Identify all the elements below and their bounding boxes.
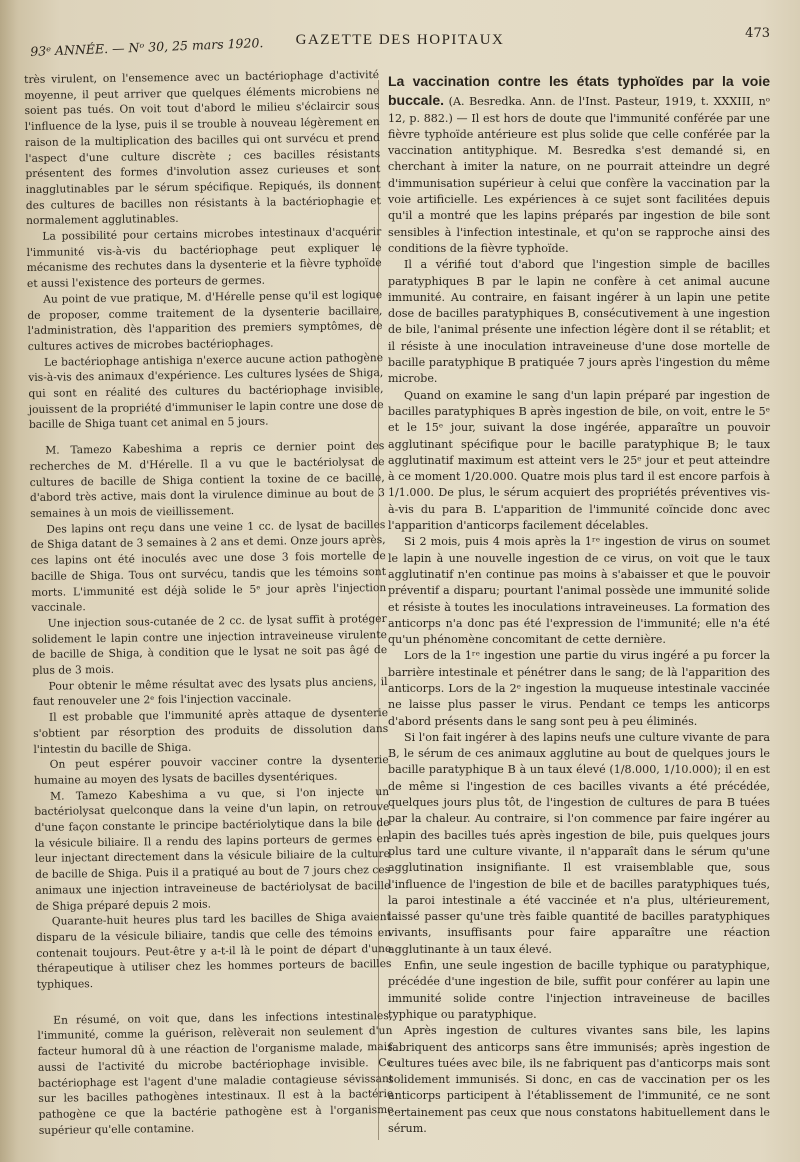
left-paragraph: Une injection sous-cutanée de 2 cc. de lysat suffit à protéger solidement le lapin contre une injection intraveineuse virulente de bacille de Shiga, à condition que le lysat ne soit pas âgé de plus de 3 mois. (31, 611, 388, 677)
issue-line: 93ᵉ ANNÉE. — Nᵒ 30, 25 mars 1920. (30, 35, 264, 59)
right-column (388, 72, 770, 1137)
right-paragraph: Quand on examine le sang d'un lapin préparé par ingestion de bacilles paratyphiques B après ingestion de bile, on voit, entre le 5ᵉ et le 15ᵉ jour, suivant la dose ingérée, apparaître un pouvoir agglutinant spécifique pour le bacille paratyphique B; le taux agglutinatif maximum est atteint vers le 25ᵉ jour et peut atteindre à ce moment 1/20.000. Quatre mois plus tard il est encore parfois à 1/1.000. De plus, le sérum acquiert des propriétés préventives vis-à-vis du para B. L'apparition de l'immunité coïncide donc avec l'apparition d'anticorps facilement décelables. (388, 388, 770, 533)
newspaper-title: GAZETTE DES HOPITAUX (295, 32, 505, 48)
left-paragraph: Pour obtenir le même résultat avec des lysats plus anciens, il faut renouveler une 2ᵉ fois l'injection vaccinale. (32, 674, 388, 709)
right-paragraph: Enfin, une seule ingestion de bacille typhique ou paratyphique, précédée d'une ingestion de bile, suffit pour conférer au lapin une immunité solide contre l'injection intraveineuse de bacilles typhique ou paratyphique. (388, 959, 770, 1021)
right-paragraph: Lors de la 1ʳᵉ ingestion une partie du virus ingéré a pu forcer la barrière intestinale et pénétrer dans le sang; de là l'apparition des anticorps. Lors de la 2ᵉ ingestion la muqueuse intestinale vaccinée ne laisse plus passer le virus. Pendant ce temps les anticorps d'abord présents dans le sang sont peu à peu éliminés. (388, 649, 770, 728)
left-paragraph: très virulent, on l'ensemence avec un bactériophage d'activité moyenne, il peut arriver que quelques éléments microbiens ne soient pas tués. On voit tout d'abord le milieu s'éclaircir sous l'influence de la lyse, puis il se trouble à nouveau légèrement en raison de la multiplication des bacilles qui ont survécu et prend l'aspect d'une culture discrète ; ces bacilles résistants présentent des formes d'involution assez curieuses et sont inagglutinables par le sérum spécifique. Repiqués, ils donnent des cultures de bacilles non résistants à la bactériophagie et normalement agglutinables. (24, 68, 381, 228)
left-paragraph: Quarante-huit heures plus tard les bacilles de Shiga avaient disparu de la vésicule biliaire, tandis que celle des témoins en contenait toujours. Peut-être y a-t-il là le point de départ d'une thérapeutique à utiliser chez les hommes porteurs de bacilles typhiques. (35, 910, 392, 991)
left-paragraph: Le bactériophage antishiga n'exerce aucune action pathogène vis-à-vis des animaux d'expérience. Les cultures lysées de Shiga, qui sont en réalité des cultures du bactériophage invisible, jouissent de la propriété d'immuniser le lapin contre une dose de bacille de Shiga tuant cet animal en 5 jours. (28, 350, 384, 432)
right-paragraph: Si 2 mois, puis 4 mois après la 1ʳᵉ ingestion de virus on soumet le lapin à une nouvelle ingestion de ce virus, on voit que le taux agglutinatif n'en continue pas moins à s'abaisser et que le pouvoir préventif a disparu; pourtant l'animal possède une immunité solide et résiste à toutes les inoculations intraveineuses. La formation des anticorps n'a donc pas été l'expression de l'immunité; elle n'a été qu'un phénomène concomitant de cette dernière. (388, 535, 770, 647)
left-paragraph: M. Tamezo Kabeshima a vu que, si l'on injecte un bactériolysat quelconque dans la veine d'un lapin, on retrouve d'une façon constante le principe bactériolytique dans la bile de la vésicule biliaire. Il a rendu des lapins porteurs de germes en leur injectant directement dans la vésicule biliaire de la culture de bacille de Shiga. Puis il a pratiqué au bout de 7 jours chez ces animaux une injection intraveineuse de bactériolysat de bacille de Shiga préparé depuis 2 mois. (34, 784, 391, 913)
left-paragraph: M. Tamezo Kabeshima a repris ce dernier point des recherches de M. d'Hérelle. Il a vu que le bactériolysat de cultures de bacille de Shiga contient la toxine de ce bacille, d'abord très active, mais dont la virulence diminue au bout de 3 semaines à un mois de vieillissement. (29, 439, 386, 520)
right-paragraph: Il a vérifié tout d'abord que l'ingestion simple de bacilles paratyphiques B par le lapin ne confère à cet animal aucune immunité. Au contraire, en faisant ingérer à un lapin une petite dose de bacilles paratyphiques B, consécutivement à une ingestion de bile, l'animal présente une infection légère dont il se rétablit; et il résiste à une inoculation intraveineuse d'une dose mortelle de bacille paratyphique B pratiquée 7 jours après l'ingestion du même microbe. (388, 258, 770, 386)
left-column (24, 67, 394, 1138)
left-paragraph: En résumé, on voit que, dans les infections intestinales, l'immunité, comme la guérison, relèverait non seulement d'un facteur humoral dû à une réaction de l'organisme malade, mais aussi de l'activité du microbe bactériophage invisible. Ce bactériophage est l'agent d'une maladie contagieuse sévissant sur les bacilles pathogènes intestinaux. Il est à la bactérie pathogène ce que la bactérie pathogène est à l'organisme supérieur qu'elle contamine. (37, 1008, 394, 1137)
article-title: La vaccination contre les états typhoïdes par la voie buccale. (388, 73, 770, 109)
right-paragraph: Après ingestion de cultures vivantes sans bile, les lapins fabriquent des anticorps sans être immunisés; après ingestion de cultures tuées avec bile, ils ne fabriquent pas d'anticorps mais sont solidement immunisés. Si donc, en cas de vaccination per os les anticorps participent à l'établissement de l'immunité, ce ne sont certainement pas ceux que nous constatons habituellement dans le sérum. (388, 1024, 770, 1135)
right-paragraph: — Il est hors de doute que l'immunité conférée par une fièvre typhoïde antérieure est plus solide que celle conférée par la vaccination antityphique. M. Besredka s'est demandé si, en cherchant à imiter la nature, on ne pourrait atteindre un degré d'immunisation supérieur à celui que confère la vaccination par la voie artificielle. Les expériences à ce sujet sont facilitées depuis qu'il a montré que les lapins préparés par ingestion de bile sont sensibles à l'infection intestinale, et qu'on se rapproche ainsi des conditions de la fièvre typhoïde. (388, 111, 770, 255)
left-paragraph: Au point de vue pratique, M. d'Hérelle pense qu'il est logique de proposer, comme traitement de la dysenterie bacillaire, l'administration, dès l'apparition des premiers symptômes, de cultures actives de microbes bactériophages. (27, 287, 383, 353)
left-paragraph: On peut espérer pouvoir vacciner contre la dysenterie humaine au moyen des lysats de bacilles dysentériques. (33, 753, 389, 787)
page-header (30, 22, 770, 70)
article-citation: (A. Besredka. Ann. de l'Inst. Pasteur, 1919, t. XXXIII, nᵒ 12, p. 882.) (388, 95, 770, 125)
page-number: 473 (745, 26, 770, 41)
left-paragraph: Il est probable que l'immunité après attaque de dysenterie s'obtient par résorption des produits de dissolution dans l'intestin du bacille de Shiga. (33, 706, 389, 756)
left-paragraph: La possibilité pour certains microbes intestinaux d'acquérir l'immunité vis-à-vis du bactériophage peut expliquer le mécanisme des rechutes dans la dysenterie et la fièvre typhoïde et aussi l'existence des porteurs de germes. (26, 225, 382, 291)
right-paragraph: Si l'on fait ingérer à des lapins neufs une culture vivante de para B, le sérum de ces animaux agglutine au bout de quelques jours le bacille paratyphique B à un taux élevé (1/8.000, 1/10.000); il en est de même si l'ingestion de ces bacilles vivants a été précédée, quelques jours plus tôt, de l'ingestion de cultures de para B tuées par la chaleur. Au contraire, si l'on commence par faire ingérer au lapin des bacilles tués après ingestion de bile, puis quelques jours plus tard une culture vivante, il n'apparaît dans le sérum qu'une agglutination insignifiante. Il est vraisemblable que, sous l'influence de l'ingestion de bile et de bacilles paratyphiques tués, la paroi intestinale a été vaccinée et n'a plus, ultérieurement, laissé passer qu'une très faible quantité de bacilles paratyphiques vivants, insuffisants pour faire apparaître une réaction agglutinante à un taux élevé. (388, 730, 770, 956)
left-paragraph: Des lapins ont reçu dans une veine 1 cc. de lysat de bacilles de Shiga datant de 3 semaines à 2 ans et demi. Onze jours après, ces lapins ont été inoculés avec une dose 3 fois mortelle de bacille de Shiga. Tous ont survécu, tandis que les témoins sont morts. L'immunité est déjà solide le 5ᵉ jour après l'injection vaccinale. (30, 517, 387, 615)
